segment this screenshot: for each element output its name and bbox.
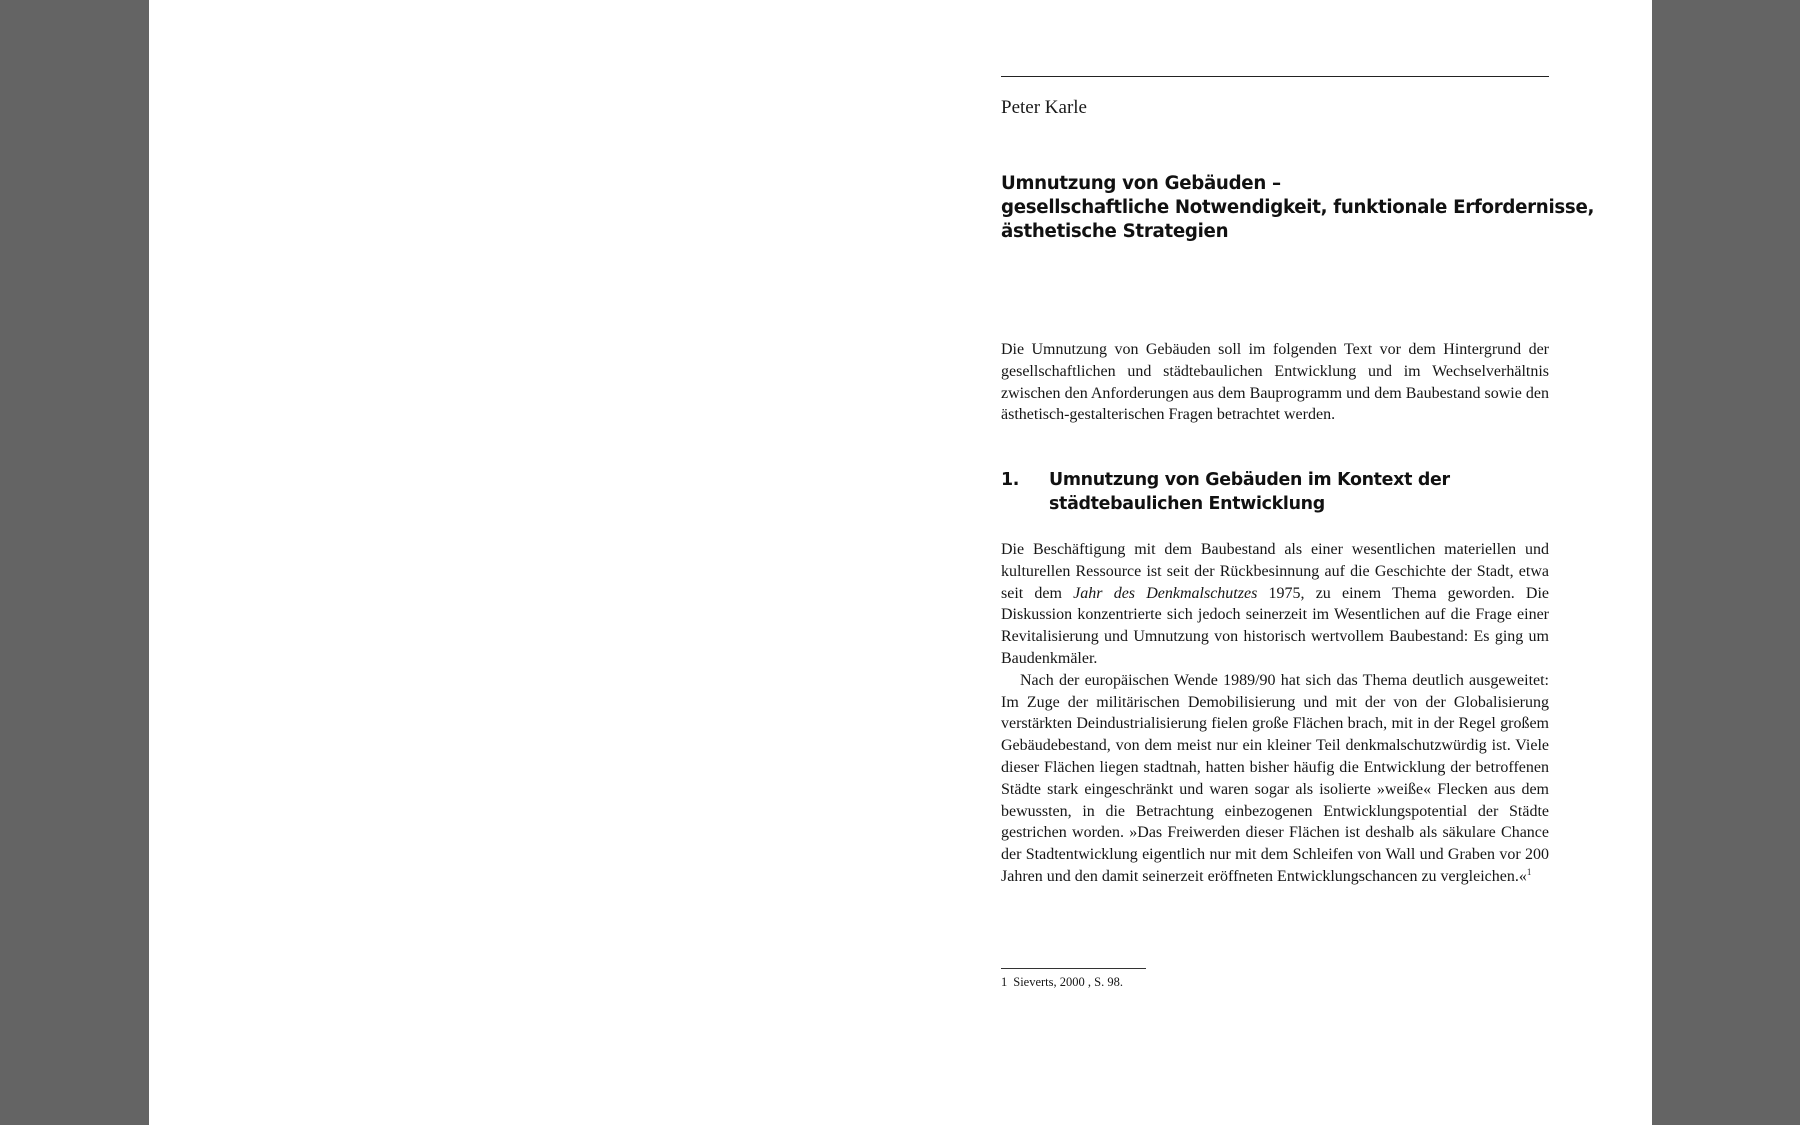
article-title [1001, 172, 1595, 244]
section-title: Umnutzung von Gebäuden im Kontext der städtebaulichen Entwicklung [1049, 470, 1450, 514]
title-line: Umnutzung von Gebäuden – [1001, 173, 1281, 194]
author-name: Peter Karle [1001, 97, 1087, 118]
body-paragraph [1001, 539, 1549, 670]
title-line: gesellschaftliche Notwendigkeit, funktionale Erfordernisse, [1001, 197, 1595, 218]
header-rule [1001, 76, 1549, 77]
page-spread [149, 0, 1652, 1125]
footnote [1001, 975, 1123, 990]
section-number: 1. [1001, 470, 1020, 490]
right-page [1001, 0, 1595, 1125]
para-italic-text: Jahr des Denkmalschutzes [1073, 584, 1258, 602]
section-heading [1001, 468, 1549, 516]
footnote-rule [1001, 968, 1146, 969]
body-paragraph [1001, 670, 1549, 888]
section-body [1001, 539, 1549, 888]
intro-paragraph: Die Umnutzung von Gebäuden soll im folgenden Text vor dem Hintergrund der gesellschaftlichen und städtebaulichen Entwicklung und im Wechselverhältnis zwischen den Anforderungen aus dem Bauprogramm und dem Baubestand sowie den ästhetisch-gestalterischen Fragen betrachtet werden. [1001, 341, 1549, 424]
para-text: Die Beschäftigung mit dem Baubestand als einer wesentlichen materiellen und kulturellen Ressource ist seit der Rückbesinnung auf die Geschichte der Stadt, etwa seit dem [1001, 541, 1549, 602]
para-text: 1975, zu einem Thema geworden. Die Diskussion konzentrierte sich jedoch seinerzeit im Wesentlichen auf die Frage einer Revitalisierung und Umnutzung von historisch wertvollem Baubestand: Es ging um Baudenkmäler. [1001, 584, 1550, 667]
footnote-text: Sieverts, 2000 , S. 98. [1013, 975, 1123, 989]
para-text: Nach der europäischen Wende 1989/90 hat sich das Thema deutlich ausgeweitet: Im Zuge der militärischen Demobilisierung und mit der von der Globalisierung verstärkten Deindustrialisierung fielen große Flächen brach, mit in der Regel großem Gebäudebestand, von dem meist nur ein kleiner Teil denkmalschutzwürdig ist. Viele dieser Flächen liegen stadtnah, hatten bisher häufig die Entwicklung der betroffenen Städte stark eingeschränkt und waren sogar als isolierte »weiße« Flecken aus dem bewussten, in die Betrachtung einbezogenen Entwicklungspotential der Städte gestrichen worden. »Das Freiwerden dieser Flächen ist deshalb als säkulare Chance der Stadtentwicklung eigentlich nur mit dem Schleifen von Wall und Graben vor 200 Jahren und den damit seinerzeit eröffneten Entwicklungschancen zu vergleichen.« [1001, 671, 1549, 885]
title-line: ästhetische Strategien [1001, 221, 1229, 242]
footnote-reference[interactable]: 1 [1526, 866, 1532, 877]
footnote-number: 1 [1001, 975, 1008, 989]
